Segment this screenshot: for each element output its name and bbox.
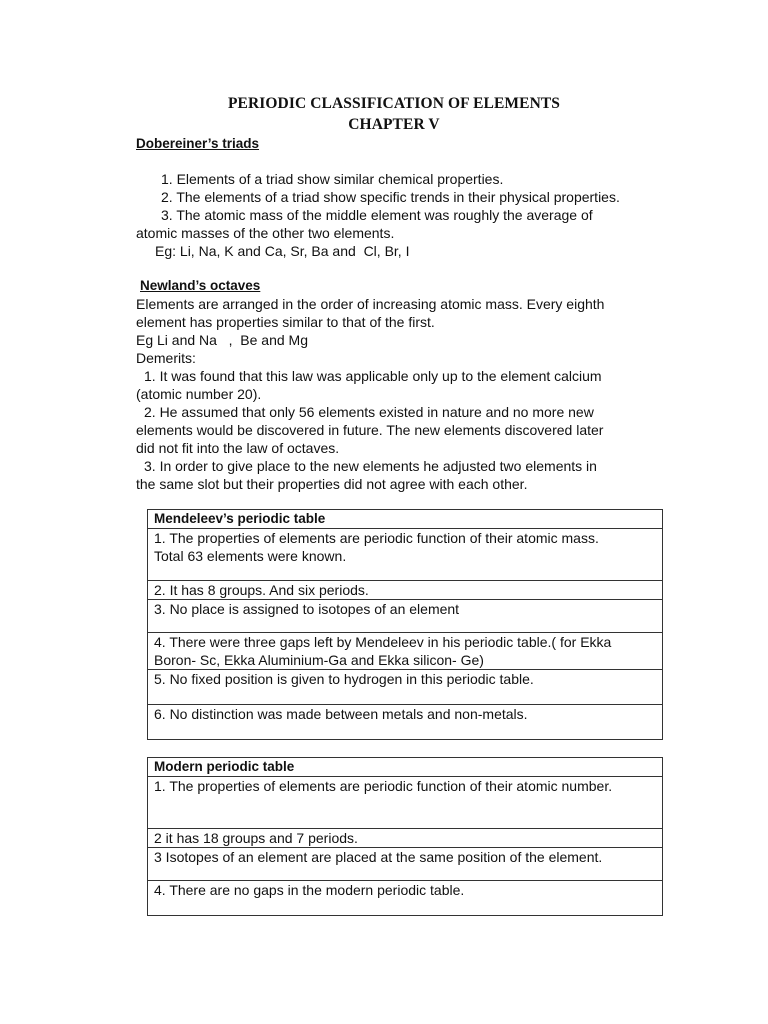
table-row [148,829,663,848]
dobereiner-point-1: 1. Elements of a triad show similar chemical properties. [161,171,504,187]
mendeleev-row-1-line-2: Total 63 elements were known. [154,548,347,564]
mendeleev-row-2: 2. It has 8 groups. And six periods. [154,582,369,598]
dobereiner-point-2: 2. The elements of a triad show specific trends in their physical properties. [161,189,620,205]
table-row [148,881,663,916]
chapter-title: CHAPTER V [348,116,440,133]
newland-demerit-2: 2. He assumed that only 56 elements existed in nature and no more new [144,404,594,420]
mendeleev-row-4-line-1: 4. There were three gaps left by Mendeleev in his periodic table.( for Ekka [154,634,612,650]
newland-demerit-2-cont-1: elements would be discovered in future. The new elements discovered later [136,422,604,438]
mendeleev-row-6: 6. No distinction was made between metals and non-metals. [154,706,528,722]
mendeleev-table [147,509,663,740]
newland-demerit-1-cont: (atomic number 20). [136,386,262,402]
newland-heading: Newland’s octaves [140,278,261,293]
mendeleev-table-heading: Mendeleev’s periodic table [148,510,663,529]
table-row [148,848,663,881]
dobereiner-point-3: 3. The atomic mass of the middle element was roughly the average of [161,207,593,223]
newland-demerits-label: Demerits: [136,350,196,366]
table-row [148,670,663,705]
newland-text-1: Elements are arranged in the order of increasing atomic mass. Every eighth [136,296,605,312]
modern-row-3: 3 Isotopes of an element are placed at the same position of the element. [154,849,603,865]
table-row [148,600,663,633]
newland-example: Eg Li and Na , Be and Mg [136,332,308,348]
modern-table-heading: Modern periodic table [148,758,663,777]
table-row [148,777,663,829]
newland-demerit-1: 1. It was found that this law was applicable only up to the element calcium [144,368,602,384]
modern-row-1: 1. The properties of elements are periodic function of their atomic number. [154,778,613,794]
mendeleev-row-5: 5. No fixed position is given to hydrogen in this periodic table. [154,671,534,687]
newland-demerit-2-cont-2: did not fit into the law of octaves. [136,440,340,456]
modern-row-2: 2 it has 18 groups and 7 periods. [154,830,358,846]
mendeleev-row-3: 3. No place is assigned to isotopes of an element [154,601,460,617]
table-row [148,581,663,600]
newland-text-2: element has properties similar to that of the first. [136,314,435,330]
modern-row-4: 4. There are no gaps in the modern periodic table. [154,882,465,898]
dobereiner-point-3-cont: atomic masses of the other two elements. [136,225,395,241]
table-row [148,529,663,581]
mendeleev-row-1-line-1: 1. The properties of elements are periodic function of their atomic mass. [154,530,599,546]
table-row [148,633,663,670]
mendeleev-row-4-line-2: Boron- Sc, Ekka Aluminium-Ga and Ekka silicon- Ge) [154,652,484,668]
table-row [148,705,663,740]
newland-demerit-3: 3. In order to give place to the new elements he adjusted two elements in [144,458,597,474]
modern-table [147,757,663,916]
newland-demerit-3-cont: the same slot but their properties did not agree with each other. [136,476,528,492]
document-title: PERIODIC CLASSIFICATION OF ELEMENTS [227,95,561,112]
dobereiner-example: Eg: Li, Na, K and Ca, Sr, Ba and Cl, Br, I [155,243,410,259]
dobereiner-heading: Dobereiner’s triads [136,136,260,151]
